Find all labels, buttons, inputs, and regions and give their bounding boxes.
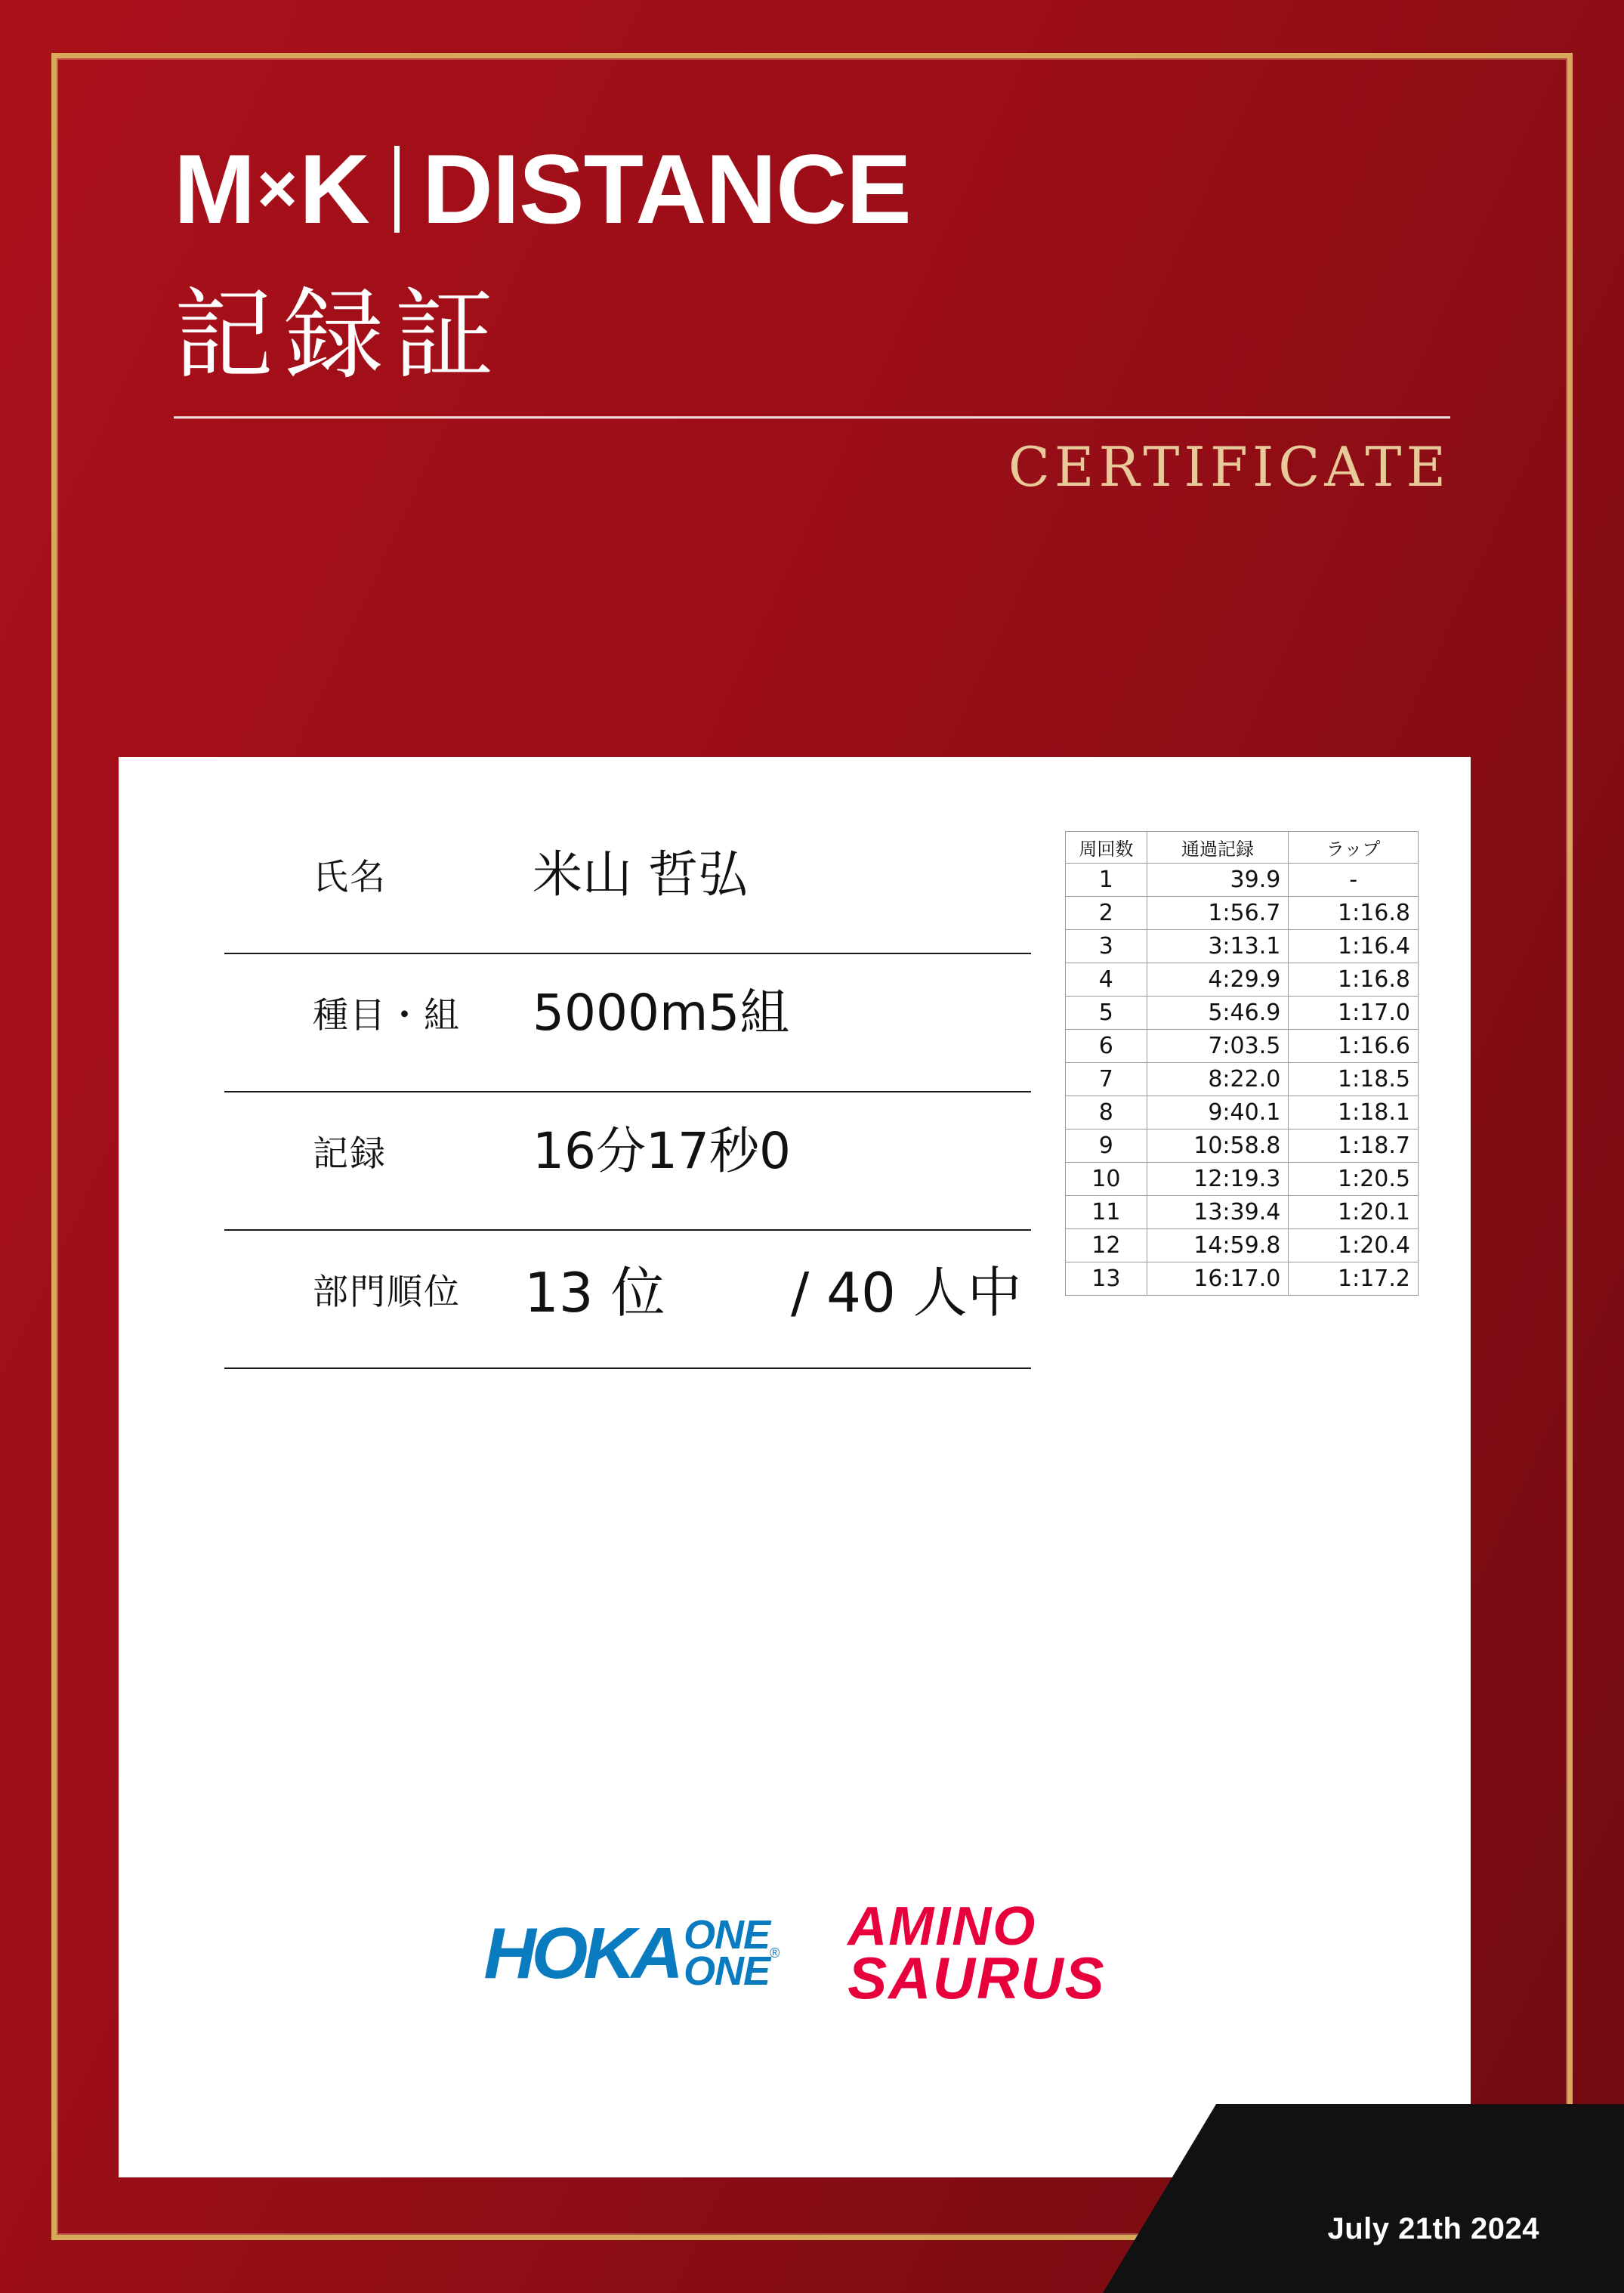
- hoka-one-one-text: [683, 1912, 770, 1994]
- cell-split: 14:59.8: [1147, 1229, 1289, 1262]
- brand-multiply-icon: ×: [257, 150, 297, 227]
- cell-laptime: 1:20.4: [1289, 1229, 1419, 1262]
- cell-laptime: 1:20.1: [1289, 1196, 1419, 1229]
- aminosaurus-logo: [848, 1896, 1106, 2012]
- cell-split: 16:17.0: [1147, 1262, 1289, 1296]
- certificate-header: [174, 132, 1488, 499]
- field-underline: [224, 1367, 1031, 1369]
- brand-divider: [394, 146, 400, 233]
- cell-laptime: 1:18.1: [1289, 1096, 1419, 1130]
- certificate-card: [119, 757, 1471, 2177]
- cell-lap: 10: [1066, 1163, 1147, 1196]
- table-row: [1066, 1196, 1419, 1229]
- field-name-value: 米山 哲弘: [533, 845, 748, 904]
- table-row: [1066, 930, 1419, 963]
- cell-laptime: 1:17.2: [1289, 1262, 1419, 1296]
- cell-split: 3:13.1: [1147, 930, 1289, 963]
- cell-lap: 7: [1066, 1063, 1147, 1096]
- cell-laptime: -: [1289, 864, 1419, 897]
- field-record-value: 16分17秒0: [533, 1122, 791, 1180]
- amino-top-text: AMINO: [848, 1896, 1037, 1957]
- cell-split: 9:40.1: [1147, 1096, 1289, 1130]
- lap-table-header-row: [1066, 832, 1419, 864]
- header-divider: [174, 416, 1450, 419]
- cell-lap: 11: [1066, 1196, 1147, 1229]
- cell-lap: 12: [1066, 1229, 1147, 1262]
- table-row: [1066, 1262, 1419, 1296]
- cell-split: 12:19.3: [1147, 1163, 1289, 1196]
- registered-trademark-icon: ®: [770, 1945, 780, 1961]
- table-row: [1066, 1229, 1419, 1262]
- table-row: [1066, 864, 1419, 897]
- event-date: July 21th 2024: [1327, 2212, 1539, 2245]
- sponsor-logos: [119, 1896, 1471, 2012]
- table-row: [1066, 963, 1419, 997]
- table-row: [1066, 1163, 1419, 1196]
- cell-split: 4:29.9: [1147, 963, 1289, 997]
- table-row: [1066, 1063, 1419, 1096]
- cell-split: 13:39.4: [1147, 1196, 1289, 1229]
- field-event-value: 5000m5組: [533, 984, 790, 1042]
- table-row: [1066, 1030, 1419, 1063]
- cell-split: 39.9: [1147, 864, 1289, 897]
- hoka-one-bottom: ONE: [683, 1948, 770, 1994]
- field-rank: [194, 1231, 1046, 1369]
- brand-letter-k: K: [299, 134, 369, 244]
- cell-laptime: 1:18.7: [1289, 1130, 1419, 1163]
- brand-distance-word: DISTANCE: [421, 134, 911, 244]
- cell-laptime: 1:16.8: [1289, 897, 1419, 930]
- cell-split: 10:58.8: [1147, 1130, 1289, 1163]
- field-event: [194, 954, 1046, 1092]
- cell-lap: 3: [1066, 930, 1147, 963]
- field-name-label: 氏名: [313, 857, 387, 898]
- cell-split: 1:56.7: [1147, 897, 1289, 930]
- record-fields: [194, 816, 1046, 1369]
- cell-laptime: 1:17.0: [1289, 997, 1419, 1030]
- table-row: [1066, 897, 1419, 930]
- field-rank-value: 13 位: [524, 1261, 665, 1324]
- hoka-one-top: ONE: [683, 1912, 770, 1958]
- field-record: [194, 1092, 1046, 1231]
- cell-laptime: 1:18.5: [1289, 1063, 1419, 1096]
- table-row: [1066, 997, 1419, 1030]
- brand-letter-m: M: [174, 134, 255, 244]
- cell-lap: 1: [1066, 864, 1147, 897]
- cell-lap: 5: [1066, 997, 1147, 1030]
- table-row: [1066, 1096, 1419, 1130]
- field-record-label: 記録: [313, 1133, 387, 1175]
- cell-lap: 6: [1066, 1030, 1147, 1063]
- cell-lap: 9: [1066, 1130, 1147, 1163]
- hoka-one-one-logo: [483, 1912, 780, 1994]
- table-row: [1066, 1130, 1419, 1163]
- lap-table-container: [1065, 831, 1420, 1296]
- amino-bottom-text: SAURUS: [848, 1945, 1106, 2012]
- page-title-jp: 記録証: [174, 277, 505, 394]
- field-name: [194, 816, 1046, 954]
- cell-laptime: 1:16.4: [1289, 930, 1419, 963]
- hoka-wordmark: HOKA: [483, 1912, 679, 1994]
- cell-laptime: 1:20.5: [1289, 1163, 1419, 1196]
- cell-laptime: 1:16.8: [1289, 963, 1419, 997]
- lap-table: [1065, 831, 1419, 1296]
- cell-split: 7:03.5: [1147, 1030, 1289, 1063]
- cell-split: 8:22.0: [1147, 1063, 1289, 1096]
- cell-lap: 2: [1066, 897, 1147, 930]
- page-title-en: CERTIFICATE: [1008, 435, 1450, 499]
- brand-logo: [174, 132, 1488, 246]
- field-rank-label: 部門順位: [313, 1272, 461, 1313]
- cell-lap: 4: [1066, 963, 1147, 997]
- lap-table-body: [1066, 864, 1419, 1296]
- cell-lap: 13: [1066, 1262, 1147, 1296]
- field-event-label: 種目・組: [313, 995, 461, 1037]
- cell-split: 5:46.9: [1147, 997, 1289, 1030]
- lap-table-header-split: 通過記録: [1147, 832, 1289, 864]
- field-rank-total: / 40 人中: [791, 1261, 1022, 1324]
- lap-table-header-lap: 周回数: [1066, 832, 1147, 864]
- cell-lap: 8: [1066, 1096, 1147, 1130]
- cell-laptime: 1:16.6: [1289, 1030, 1419, 1063]
- lap-table-header-laptime: ラップ: [1289, 832, 1419, 864]
